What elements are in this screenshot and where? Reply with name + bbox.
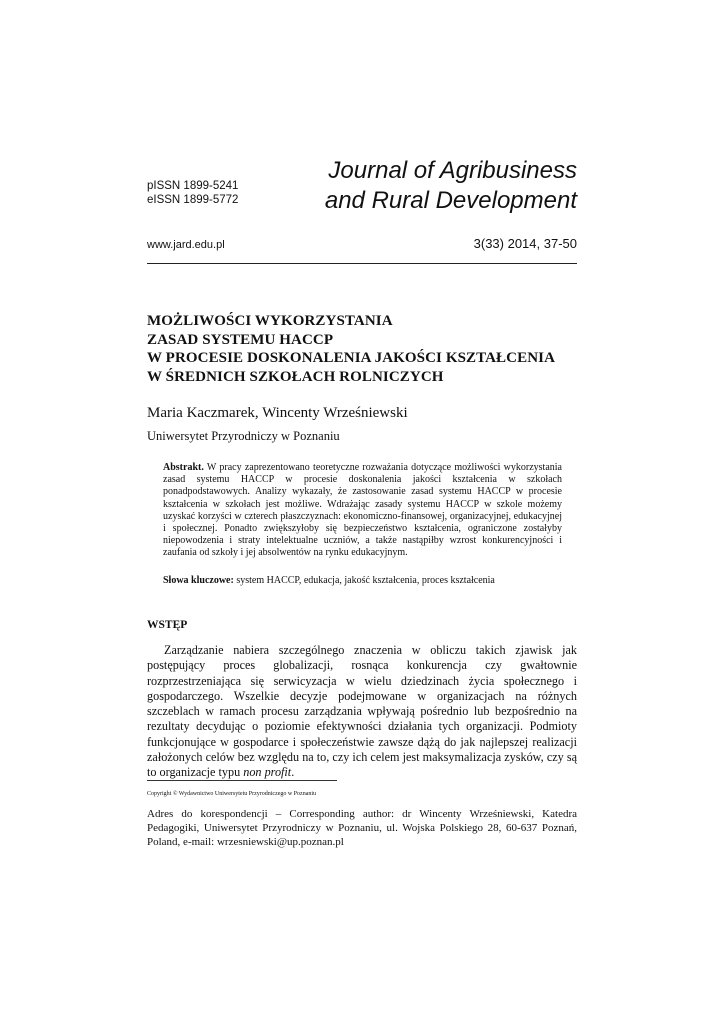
abstract-text: W pracy zaprezentowano teoretyczne rozważania dotyczące możliwości wykorzystania zasad systemu HACCP w procesie doskonalenia jakości kształcenia w szkołach ponadpodstawowych. Analizy wykazały, że zastosowanie zasad systemu HACCP w procesie kształcenia w szkołach jest możliwe. Wdrażając zasady systemu HACCP w szkole możemy uzyskać korzyści w czterech płaszczyznach: ekonomiczno-finansowej, organizacyjnej, edukacyjnej i społecznej. Ponadto zwiększyłoby się bezpieczeństwo kształcenia, ograniczone zostałyby niepowodzenia i straty intelektualne uczniów, a także nastąpiłby wzrost konkurencyjności i zaufania od szkoły i jej absolwentów na rynku edukacyjnym.: [163, 462, 562, 559]
abstract: [163, 462, 562, 560]
paragraph-end: .: [291, 765, 295, 780]
keywords-text: system HACCP, edukacja, jakość kształcenia, proces kształcenia: [236, 575, 495, 586]
title-line: ZASAD SYSTEMU HACCP: [147, 331, 334, 348]
body-paragraph: [147, 643, 577, 781]
issue-info: 3(33) 2014, 37-50: [473, 236, 577, 251]
journal-website[interactable]: www.jard.edu.pl: [147, 239, 225, 251]
copyright: Copyright © Wydawnictwo Uniwersytetu Przyrodniczego w Poznaniu: [147, 791, 317, 797]
footnote-divider: [147, 780, 337, 781]
pissn: pISSN 1899-5241: [147, 180, 239, 192]
authors: Maria Kaczmarek, Wincenty Wrześniewski: [147, 405, 408, 421]
correspondence: Adres do korespondencji – Corresponding author: dr Wincenty Wrześniewski, Katedra Pedagogiki, Uniwersytet Przyrodniczy w Poznaniu, ul. Wojska Polskiego 28, 60-637 Poznań, Poland, e-mail: wrzesniewski@up.poznan.pl: [147, 808, 577, 848]
abstract-label: Abstrakt.: [163, 462, 204, 473]
paragraph-italic: non profit: [243, 765, 292, 780]
section-heading: WSTĘP: [147, 619, 188, 631]
keywords-label: Słowa kluczowe:: [163, 575, 234, 586]
eissn: eISSN 1899-5772: [147, 193, 239, 206]
title-line: MOŻLIWOŚCI WYKORZYSTANIA: [147, 313, 393, 329]
header-divider: [147, 263, 577, 264]
keywords: [163, 575, 562, 587]
journal-title: [300, 156, 577, 216]
affiliation: Uniwersytet Przyrodniczy w Poznaniu: [147, 429, 340, 443]
article-title: [147, 312, 587, 386]
journal-title-line-2: and Rural Development: [324, 187, 577, 214]
issn-block: [147, 180, 238, 207]
title-line: W ŚREDNICH SZKOŁACH ROLNICZYCH: [147, 368, 444, 385]
journal-title-line-1: Journal of Agribusiness: [328, 157, 577, 184]
paragraph-text: Zarządzanie nabiera szczególnego znaczenia w obliczu takich zjawisk jak postępujący proces globalizacji, rosnąca konkurencja czy gwałtownie rozprzestrzeniająca się serwicyzacja w wielu dziedzinach życia społecznego i gospodarczego. Wszelkie decyzje podejmowane w organizacjach na różnych szczeblach w ramach procesu zarządzania wpływają pośrednio lub bezpośrednio na rezultaty decydując o poziomie efektywności działania tych organizacji. Podmioty funkcjonujące w gospodarce i społeczeństwie zawsze dążą do jak najlepszej realizacji założonych celów bez względu na to, czy ich celem jest maksymalizacja zysków, czy są to organizacje typu: [147, 643, 577, 780]
title-line: W PROCESIE DOSKONALENIA JAKOŚCI KSZTAŁCENIA: [147, 350, 556, 366]
